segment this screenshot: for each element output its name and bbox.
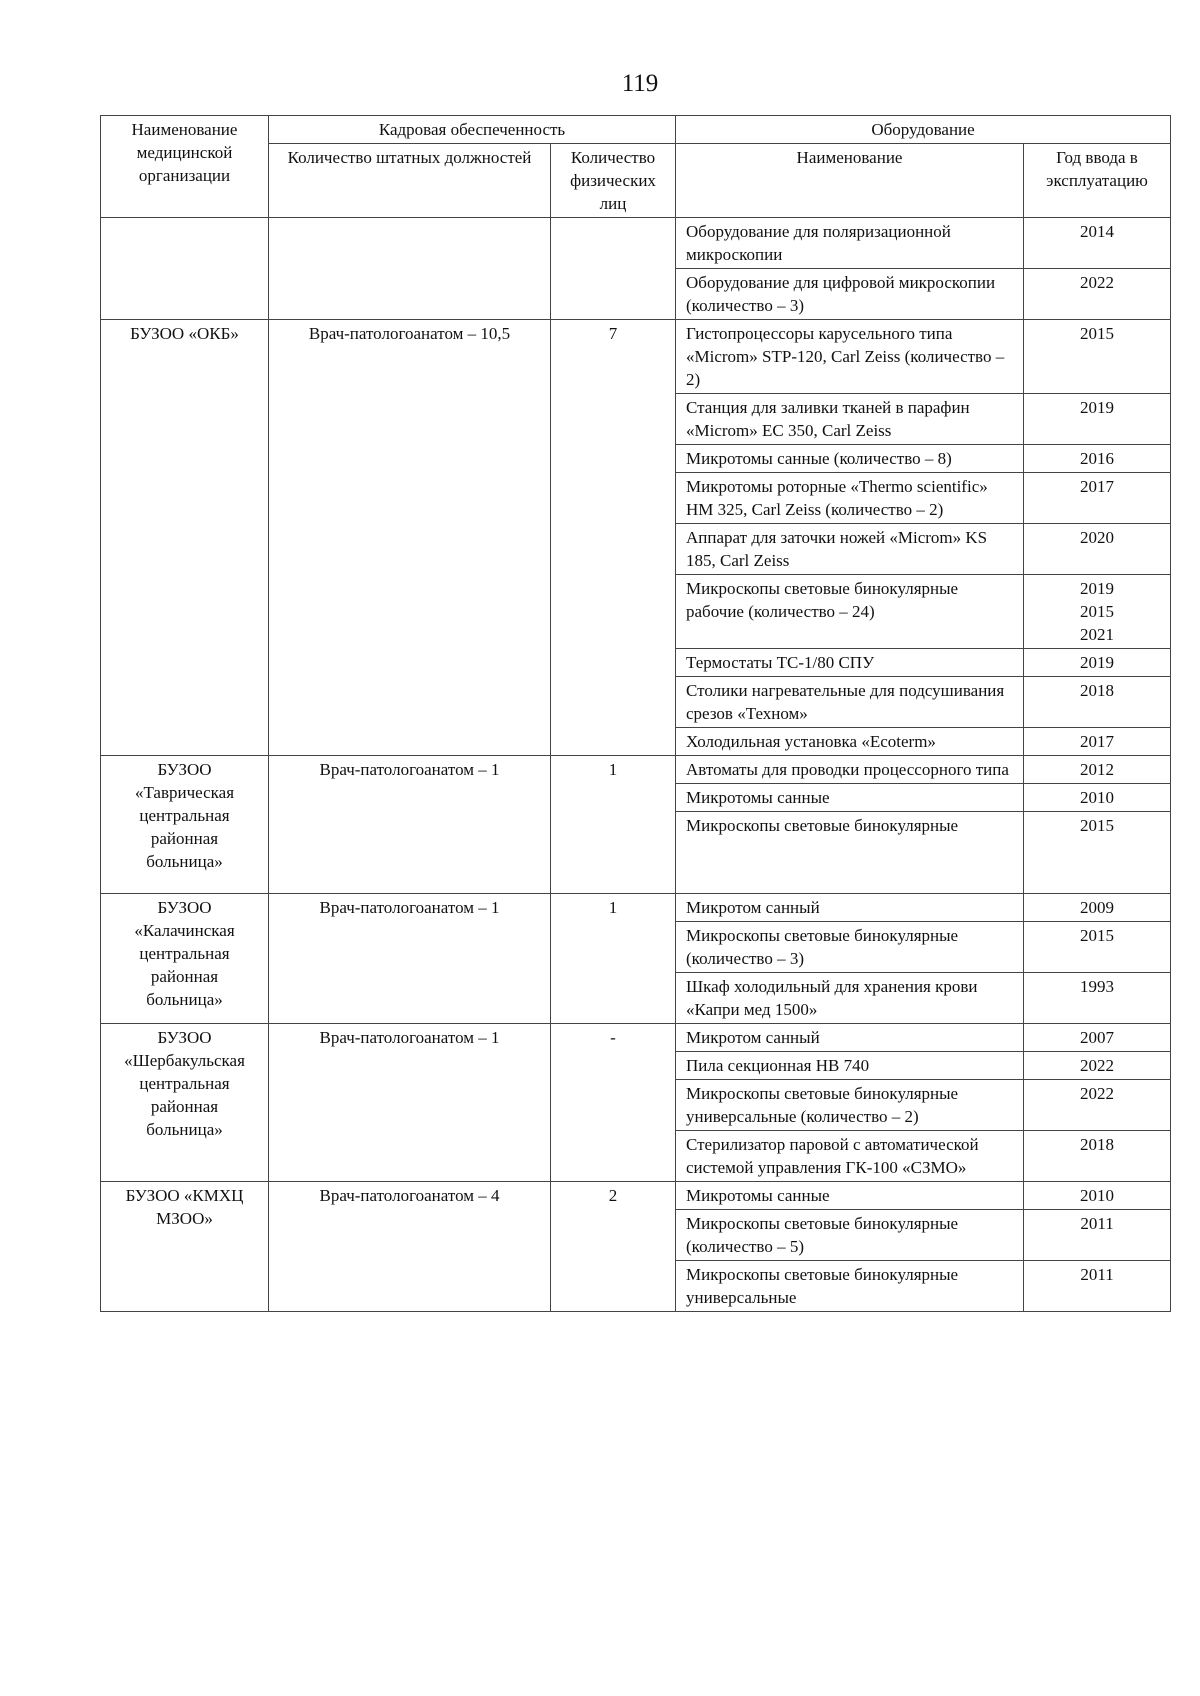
header-commissioning-year: Год ввода в эксплуатацию: [1024, 144, 1171, 218]
org-name-cell-text: БУЗОО «Калачинская центральная районная больница»: [134, 898, 235, 1009]
commissioning-year-text: 2018: [1080, 681, 1115, 700]
table-row: [101, 1182, 1171, 1210]
physical-persons-cell-text: 1: [608, 760, 618, 779]
header-equipment: Оборудование: [676, 116, 1171, 144]
equipment-name-cell: Микротомы санные: [676, 784, 1024, 812]
equipment-name-cell: Гистопроцессоры карусельного типа «Microm» STP-120, Carl Zeiss (количество – 2): [676, 320, 1024, 394]
physical-persons-cell: [551, 1024, 676, 1182]
staff-positions-cell: [269, 756, 551, 894]
table-header: [101, 116, 1171, 218]
staff-positions-cell-text: Врач-патологоанатом – 1: [319, 1028, 500, 1047]
staff-positions-cell: [269, 320, 551, 756]
equipment-name-cell: Оборудование для цифровой микроскопии (количество – 3): [676, 269, 1024, 320]
equipment-name-cell: Оборудование для поляризационной микроскопии: [676, 218, 1024, 269]
commissioning-year-text: 2011: [1080, 1214, 1114, 1233]
commissioning-year-cell: [1024, 1261, 1171, 1312]
table-row: [101, 756, 1171, 784]
header-equipment-name: Наименование: [676, 144, 1024, 218]
commissioning-year-cell: [1024, 812, 1171, 894]
commissioning-year-cell: [1024, 784, 1171, 812]
header-physical-persons: Количество физических лиц: [551, 144, 676, 218]
commissioning-year-cell: [1024, 1052, 1171, 1080]
physical-persons-cell: [551, 756, 676, 894]
staff-positions-cell-text: Врач-патологоанатом – 10,5: [308, 324, 511, 343]
commissioning-year-cell: [1024, 677, 1171, 728]
commissioning-year-text: 2012: [1080, 760, 1115, 779]
commissioning-year-cell: [1024, 1182, 1171, 1210]
commissioning-year-text: 2022: [1080, 1056, 1115, 1075]
org-name-cell: [101, 218, 269, 320]
commissioning-year-text: 2019: [1080, 653, 1115, 672]
commissioning-year-text: 2016: [1080, 449, 1115, 468]
commissioning-year-text: 2009: [1080, 898, 1115, 917]
physical-persons-cell: [551, 1182, 676, 1312]
commissioning-year-text: 2015: [1080, 816, 1115, 835]
staff-positions-cell: [269, 1182, 551, 1312]
header-staff-positions: Количество штатных должностей: [269, 144, 551, 218]
equipment-name-cell: Станция для заливки тканей в парафин «Microm» EC 350, Carl Zeiss: [676, 394, 1024, 445]
commissioning-year-text: 2011: [1080, 1265, 1114, 1284]
equipment-name-cell: Микротом санный: [676, 894, 1024, 922]
org-name-cell: [101, 1182, 269, 1312]
equipment-name-cell: Аппарат для заточки ножей «Microm» KS 185, Carl Zeiss: [676, 524, 1024, 575]
commissioning-year-text: 2020: [1080, 528, 1115, 547]
commissioning-year-text: 2017: [1080, 732, 1115, 751]
commissioning-year-cell: [1024, 922, 1171, 973]
commissioning-year-cell: [1024, 894, 1171, 922]
physical-persons-cell: [551, 218, 676, 320]
commissioning-year-cell: [1024, 394, 1171, 445]
commissioning-year-cell: [1024, 1210, 1171, 1261]
equipment-name-cell: Микроскопы световые бинокулярные (количество – 3): [676, 922, 1024, 973]
commissioning-year-cell: [1024, 1024, 1171, 1052]
org-name-cell: [101, 756, 269, 894]
org-name-cell: [101, 1024, 269, 1182]
commissioning-year-text: 2015: [1080, 324, 1115, 343]
equipment-name-cell: Микротомы санные (количество – 8): [676, 445, 1024, 473]
commissioning-year-cell: [1024, 524, 1171, 575]
commissioning-year-cell: [1024, 649, 1171, 677]
equipment-name-cell: Микроскопы световые бинокулярные универсальные (количество – 2): [676, 1080, 1024, 1131]
physical-persons-cell-text: 2: [608, 1186, 618, 1205]
commissioning-year-text: 2007: [1080, 1028, 1115, 1047]
equipment-name-cell: Термостаты ТС-1/80 СПУ: [676, 649, 1024, 677]
physical-persons-cell-text: 1: [608, 898, 618, 917]
commissioning-year-cell: [1024, 1080, 1171, 1131]
table-row: [101, 1024, 1171, 1052]
equipment-name-cell: Стерилизатор паровой с автоматической системой управления ГК-100 «СЗМО»: [676, 1131, 1024, 1182]
equipment-name-cell: Холодильная установка «Ecoterm»: [676, 728, 1024, 756]
physical-persons-cell-text: 7: [608, 324, 618, 343]
commissioning-year-cell: [1024, 756, 1171, 784]
org-name-cell: [101, 894, 269, 1024]
staff-positions-cell-text: Врач-патологоанатом – 1: [319, 898, 500, 917]
commissioning-year-cell: [1024, 445, 1171, 473]
physical-persons-cell: [551, 320, 676, 756]
equipment-name-cell: Микроскопы световые бинокулярные рабочие (количество – 24): [676, 575, 1024, 649]
org-name-cell-text: БУЗОО «Шербакульская центральная районная больница»: [124, 1028, 245, 1139]
commissioning-year-text: 2019 2015 2021: [1080, 579, 1115, 644]
commissioning-year-text: 2014: [1080, 222, 1115, 241]
commissioning-year-text: 1993: [1080, 977, 1115, 996]
page-number: 119: [621, 70, 659, 97]
equipment-name-cell: Микроскопы световые бинокулярные универсальные: [676, 1261, 1024, 1312]
physical-persons-cell-text: -: [610, 1028, 616, 1047]
commissioning-year-text: 2017: [1080, 477, 1115, 496]
commissioning-year-cell: [1024, 473, 1171, 524]
staff-positions-cell: [269, 218, 551, 320]
commissioning-year-cell: [1024, 728, 1171, 756]
staff-positions-cell: [269, 1024, 551, 1182]
org-name-cell-text: БУЗОО «КМХЦ МЗОО»: [125, 1186, 244, 1228]
equipment-name-cell: Столики нагревательные для подсушивания срезов «Техном»: [676, 677, 1024, 728]
org-name-cell-text: БУЗОО «Таврическая центральная районная больница»: [134, 760, 235, 871]
commissioning-year-cell: [1024, 320, 1171, 394]
table-row: [101, 320, 1171, 394]
org-name-cell-text: БУЗОО «ОКБ»: [130, 324, 239, 343]
equipment-name-cell: Шкаф холодильный для хранения крови «Капри мед 1500»: [676, 973, 1024, 1024]
equipment-table: [100, 115, 1171, 1312]
staff-positions-cell-text: Врач-патологоанатом – 4: [319, 1186, 500, 1205]
table-row: [101, 894, 1171, 922]
equipment-name-cell: Микротомы санные: [676, 1182, 1024, 1210]
commissioning-year-cell: [1024, 269, 1171, 320]
table-body: [101, 218, 1171, 1312]
staff-positions-cell-text: Врач-патологоанатом – 1: [319, 760, 500, 779]
commissioning-year-text: 2015: [1080, 926, 1115, 945]
commissioning-year-text: 2010: [1080, 788, 1115, 807]
equipment-name-cell: Микротомы роторные «Thermo scientific» HM 325, Carl Zeiss (количество – 2): [676, 473, 1024, 524]
physical-persons-cell: [551, 894, 676, 1024]
commissioning-year-text: 2022: [1080, 1084, 1115, 1103]
commissioning-year-text: 2019: [1080, 398, 1115, 417]
header-staffing: Кадровая обеспеченность: [269, 116, 676, 144]
commissioning-year-cell: [1024, 575, 1171, 649]
org-name-cell: [101, 320, 269, 756]
commissioning-year-text: 2010: [1080, 1186, 1115, 1205]
commissioning-year-text: 2022: [1080, 273, 1115, 292]
header-org: Наименование медицинской организации: [101, 116, 269, 218]
commissioning-year-text: 2018: [1080, 1135, 1115, 1154]
staff-positions-cell: [269, 894, 551, 1024]
commissioning-year-cell: [1024, 218, 1171, 269]
equipment-name-cell: Микротом санный: [676, 1024, 1024, 1052]
table-row: [101, 218, 1171, 269]
equipment-name-cell: Пила секционная НВ 740: [676, 1052, 1024, 1080]
commissioning-year-cell: [1024, 1131, 1171, 1182]
equipment-name-cell: Автоматы для проводки процессорного типа: [676, 756, 1024, 784]
equipment-name-cell: Микроскопы световые бинокулярные (количество – 5): [676, 1210, 1024, 1261]
commissioning-year-cell: [1024, 973, 1171, 1024]
equipment-name-cell: Микроскопы световые бинокулярные: [676, 812, 1024, 894]
